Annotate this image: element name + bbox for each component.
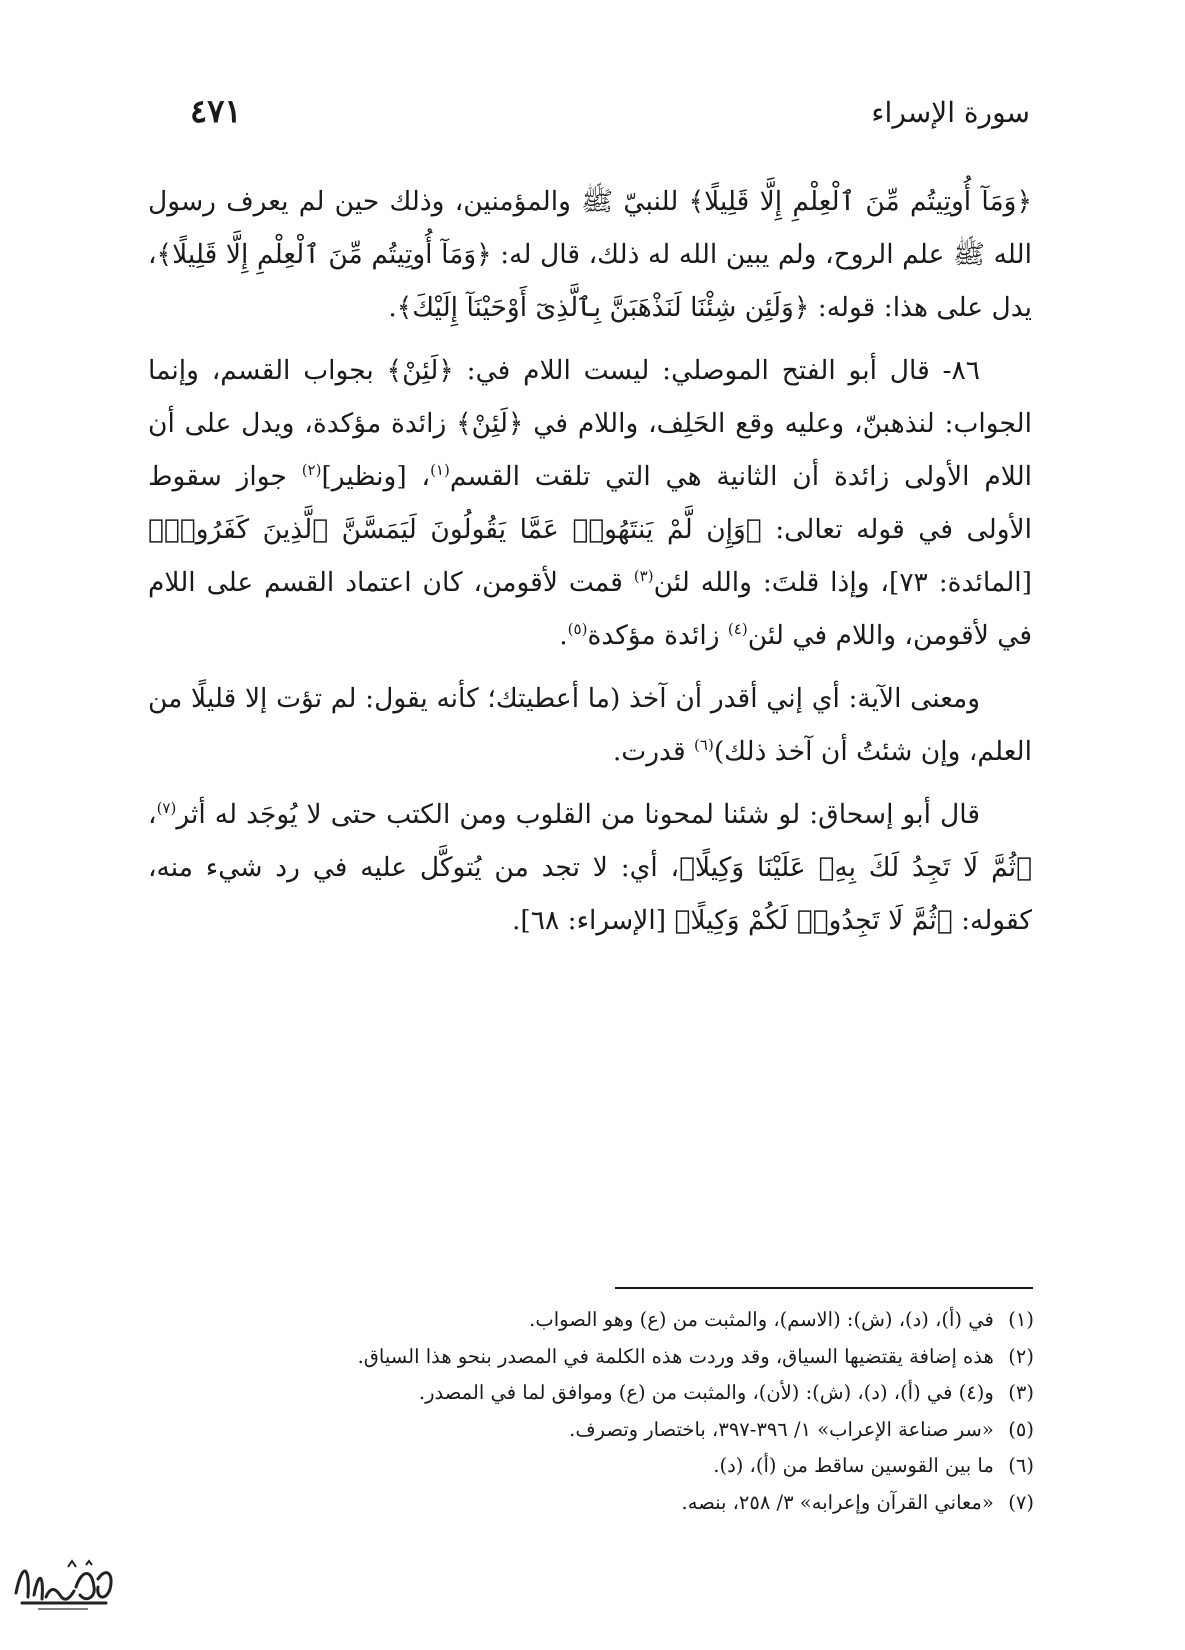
footnote-divider [615, 1287, 1033, 1289]
paragraph-86 [148, 344, 1032, 662]
footnote-number: (٧) [1008, 1490, 1034, 1514]
paragraph-abu-ishaq-text-b: ، ﴿ثُمَّ لَا تَجِدُ لَكَ بِهِۦ عَلَيْنَا وَكِيلًا﴾، أي: لا تجد من يُتوكَّل عليه في رد شيء منه، كقوله: ﴿ثُمَّ لَا تَجِدُوا۟ لَكُمْ وَكِيلًا﴾ [الإسراء: ٦٨]. [148, 799, 1032, 936]
footnote-number: (٦) [1008, 1454, 1034, 1477]
footnote-ref-7[interactable]: (٧) [156, 799, 177, 818]
paragraph-86-text-d: قمت لأقومن، كان اعتماد القسم على اللام في لأقومن، واللام في لئن [148, 567, 1032, 651]
paragraph-meaning [148, 672, 1032, 778]
paragraph-86-text-e: زائدة مؤكدة [587, 620, 728, 651]
paragraph-abu-ishaq [148, 788, 1032, 947]
paragraph-86-text-f: . [559, 620, 568, 651]
paragraph-abu-ishaq-text-a: قال أبو إسحاق: لو شئنا لمحونا من القلوب ومن الكتب حتى لا يُوجَد له أثر [176, 799, 980, 830]
footnote-ref-2[interactable]: (٢) [301, 461, 322, 480]
page-number: ٤٧١ [190, 92, 242, 130]
page-header [150, 92, 1030, 146]
paragraph-86-text-b: ، [ونظير] [321, 461, 431, 492]
footnote-1 [150, 1302, 1034, 1339]
paragraph-1 [148, 175, 1032, 334]
footnote-text: و(٤) في (أ)، (د)، (ش): (لأن)، والمثبت من (ع) وموافق لما في المصدر. [418, 1381, 994, 1404]
paragraph-86-text-a: ٨٦- قال أبو الفتح الموصلي: ليست اللام في: ﴿لَئِنْ﴾ بجواب القسم، وإنما الجواب: لنذهبنّ، وعليه وقع الحَلِف، واللام في ﴿لَئِنْ﴾ زائدة مؤكدة، ويدل على أن اللام الأولى زائدة أن الثانية هي التي تلقت القسم [148, 355, 1033, 492]
paragraph-86-text-c: جواز سقوط الأولى في قوله تعالى: ﴿وَإِن لَّمْ يَنتَهُوا۟ عَمَّا يَقُولُونَ لَيَمَسَّنَّ ٱلَّذِينَ كَفَرُوا۟﴾ [المائدة: ٧٣]، وإذا قلتَ: والله لئن [148, 461, 1032, 598]
footnote-3 [150, 1375, 1034, 1412]
footnote-ref-1[interactable]: (١) [430, 461, 450, 480]
footnote-ref-5[interactable]: (٥) [567, 620, 588, 639]
publisher-logo [8, 1553, 120, 1617]
footnote-number: (٢) [1008, 1344, 1034, 1368]
footnote-number: (١) [1008, 1308, 1034, 1331]
footnote-5 [150, 1412, 1034, 1449]
footnote-ref-3[interactable]: (٣) [633, 567, 654, 586]
footnotes [150, 1302, 1034, 1521]
footnote-ref-6[interactable]: (٦) [694, 736, 714, 755]
footnote-6 [150, 1448, 1034, 1485]
footnote-ref-4[interactable]: (٤) [727, 620, 748, 639]
surah-title: سورة الإسراء [871, 96, 1030, 129]
paragraph-1-text: ﴿وَمَآ أُوتِيتُم مِّنَ ٱلْعِلْمِ إِلَّا قَلِيلًا﴾ للنبيّ ﷺ والمؤمنين، وذلك حين لم يعرف رسول الله ﷺ علم الروح، ولم يبين الله له ذلك، قال له: ﴿وَمَآ أُوتِيتُم مِّنَ ٱلْعِلْمِ إِلَّا قَلِيلًا﴾، يدل على هذا: قوله: ﴿وَلَئِن شِئْنَا لَنَذْهَبَنَّ بِٱلَّذِىٓ أَوْحَيْنَآ إِلَيْكَ﴾. [148, 186, 1032, 323]
footnote-text: هذه إضافة يقتضيها السياق، وقد وردت هذه الكلمة في المصدر بنحو هذا السياق. [357, 1344, 994, 1368]
footnote-text: في (أ)، (د)، (ش): (الاسم)، والمثبت من (ع) وهو الصواب. [529, 1308, 994, 1331]
footnote-2 [150, 1339, 1034, 1376]
main-text [148, 175, 1032, 957]
paragraph-meaning-text-b: قدرت. [612, 736, 695, 767]
footnote-text: ما بين القوسين ساقط من (أ)، (د). [713, 1454, 994, 1477]
paragraph-meaning-text-a: ومعنى الآية: أي إني أقدر أن آخذ (ما أعطيتك؛ كأنه يقول: لم تؤت إلا قليلًا من العلم، وإن شئتُ أن آخذ ذلك) [148, 683, 1032, 767]
footnote-number: (٣) [1008, 1381, 1034, 1404]
footnote-text: «سر صناعة الإعراب» ١/ ٣٩٦-٣٩٧، باختصار وتصرف. [569, 1417, 994, 1441]
footnote-number: (٥) [1008, 1417, 1034, 1441]
footnote-text: «معاني القرآن وإعرابه» ٣/ ٢٥٨، بنصه. [681, 1490, 994, 1514]
footnote-7 [150, 1485, 1034, 1522]
